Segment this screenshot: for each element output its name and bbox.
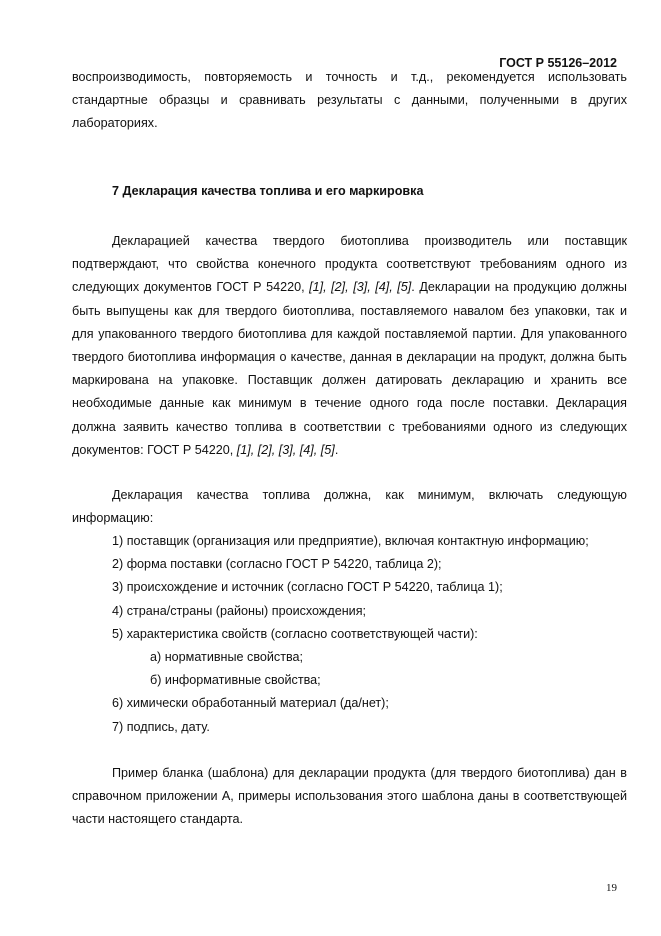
declaration-text-part3: .: [334, 442, 339, 457]
info-list: [112, 530, 589, 739]
list-subitem: а) нормативные свойства;: [150, 650, 304, 665]
list-item: 4) страна/страны (районы) происхождения;: [112, 603, 367, 618]
references-1: [1], [2], [3], [4], [5]: [309, 280, 412, 295]
content-paragraph: Декларация качества топлива должна, как минимум, включать следующую информацию:: [72, 488, 627, 526]
page-number: 19: [606, 882, 617, 894]
list-item: 5) характеристика свойств (согласно соответствующей части):: [112, 626, 478, 641]
declaration-text-part1: Декларацией качества твердого биотоплива производитель или поставщик подтверждают, что свойства конечного продукта соответствуют требованиям одного из следующих документов ГОСТ Р 54220,: [72, 234, 627, 295]
references-2: [1], [2], [3], [4], [5]: [236, 442, 335, 457]
list-item: 7) подпись, дату.: [112, 719, 210, 734]
list-subitem: б) информативные свойства;: [150, 673, 321, 688]
declaration-text-part2: . Декларации на продукцию должны быть выпущены как для твердого биотоплива, поставляемого навалом без упаковки, так и для упакованного твердого биотоплива для каждой поставляемой партии. Для упакованного твердого биотоплива информация о качестве, данная в декларации на продукт, должна быть маркирована на упаковке. Поставщик должен датировать декларацию и хранить все необходимые данные как минимум в течение одного года после поставки. Декларация должна заявить качество топлива в соответствии с требованиями одного из следующих документов: ГОСТ Р 54220,: [72, 280, 627, 457]
template-paragraph: Пример бланка (шаблона) для декларации продукта (для твердого биотоплива) дан в справочном приложении А, примеры использования этого шаблона даны в соответствующей части настоящего стандарта.: [72, 766, 627, 827]
list-item: 6) химически обработанный материал (да/нет);: [112, 696, 389, 711]
list-item: 3) происхождение и источник (согласно ГОСТ Р 54220, таблица 1);: [112, 580, 503, 595]
list-item: 2) форма поставки (согласно ГОСТ Р 54220, таблица 2);: [112, 557, 442, 572]
intro-paragraph: воспроизводимость, повторяемость и точность и т.д., рекомендуется использовать стандартные образцы и сравнивать результаты с данными, полученными в других лабораториях.: [72, 70, 627, 131]
declaration-paragraph: [72, 230, 627, 462]
document-code: ГОСТ Р 55126–2012: [499, 56, 617, 70]
list-item: 1) поставщик (организация или предприятие), включая контактную информацию;: [112, 534, 589, 548]
section-title: 7 Декларация качества топлива и его маркировка: [112, 184, 424, 198]
